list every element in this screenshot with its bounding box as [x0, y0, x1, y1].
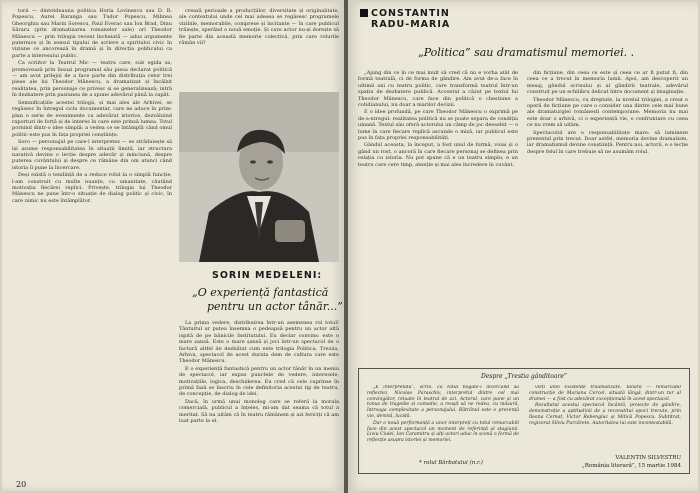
paragraph: din ficțiune, din ceea ce este și ceea ce ar fi putut fi, din ceea ce a trecut în memoria lumii. Apoi, am descoperit un mesaj, gândul scrisului și al gândirii teatrale, adevărul construit pe un echilibru delicat între document și imaginație.	[527, 70, 688, 96]
interview-author: SORIN MEDELENI:	[212, 270, 323, 281]
paragraph: E o idee profundă, pe care Theodor Mănescu o exprimă pe de-a-ntregul: realitatea politică nu se poate separa de condiția umană. Textul său oferă actorului un câmp de joc deosebit — o lume în care fiecare replică ascunde o miză, iar publicul este pus în fața propriei responsabilități.	[358, 109, 518, 142]
author-block	[360, 8, 450, 30]
left-page	[2, 2, 344, 491]
right-column-1	[358, 70, 518, 360]
paragraph: Deși există o tendință de a reduce rolul la o simplă funcție, l-am construit cu multe nuanțe, cu umanitate, căutând motivația fiecărei replici. Privește, trilogia lui Theodor Mănescu ne pune într-o situație de dialog politic și civic, în care nimic nu este întâmplător.	[12, 172, 172, 204]
portrait-illustration	[179, 92, 339, 262]
paragraph: vieți unei existențe traumatizate, tânără — remarcabil construcție de Mariana Cercel, situată lângă, dintr-un tur al dramei — a fost cu adevărat excepțională în acest spectacol.	[529, 385, 681, 402]
reviewer-name: VALENTIN SILVESTRU	[615, 455, 681, 461]
paragraph: La prima vedere, distribuirea într-un asemenea rol totul! Tântuitul ar putea însemna o pedeapsă pentru un actor altă ispită de pe bănicile Institutului. Eu declar convins: este o mare șansă. Este o mare șansă și joci într-un spectacol de o factură altfel de dezbătut cum este trilogia Politica, Treziia, Arhiva, spectacol de acest durata dem de cultura care este Theodor Mănescu.	[179, 320, 339, 365]
reviewer-source: „România literară”, 15 martie 1984	[581, 463, 681, 469]
article-title: „Politica” sau dramatismul memoriei. .	[418, 46, 635, 59]
paragraph: „E interpretată”, scrie, cu totul bogate-i încercând să reflectez, Nicolae Paraschiv, interpretul dintre cel mai convingător, reluate în teatrul de azi. Actorul, care pune și un tonus de tragedie și comedie, a reușit să ne redea, cu măsură, întreaga complexitate a personajului. Bătrânul este o prezență vie, demnă, lucidă.	[367, 385, 519, 419]
left-column-2-bottom	[179, 320, 339, 480]
paragraph: E o experiență fantastică pentru un actor tânăr în un meniu de spectacol, iar expus punctele de vedere, interesele, motivațiile, logica, deschiderea. Eu cred că cele cuprinse în primă fază se înscriu în cele definitoria acestui tip de teatru, de concepție, de dialog de idei.	[179, 365, 339, 398]
page-number: 20	[16, 480, 27, 489]
review-box-title: Despre „Trestia gânditoare”	[481, 373, 567, 380]
paragraph: Dar o nouă performanță a unor interpreți cu totul remarcabili face din acest spectacol un moment de referință al stagiunii. Liviu Ciulei, Ion Caramitru și alți actori aduc în scenă o formă de reflecție asupra istoriei și memoriei.	[367, 420, 519, 444]
paragraph: Gândul aceasta, la început, a fost unul de formă, voiai și o gând un rost, o ancoră în care fiecare personaj se definea prin relația cu istoria. Nu pot spune că e un teatru simplu; e un teatru care cere timp, atenție și mai ales încredere în cuvânt.	[358, 142, 518, 168]
interview-title-line-2: pentru un actor tânăr...”	[207, 300, 343, 313]
paragraph: crează perioade a producțiilor, diversitate și originalitate, ale contextului unde cel mai adesea se regăsesc programele vizibile, memorabile, comprese și incitante — în care publicul trăiește, sperând o nouă emoție. Și care actor nu-și dorește să fie parte din această memorie colectivă, prin care rolurile rămân vii?	[179, 8, 339, 47]
box-footnote: * rolul Bărbatului (n.r.)	[419, 460, 483, 466]
paragraph: Theodor Mănescu, cu dreptate, la nivelul trilogiei, a creat o operă de ficțiune pe care o consider una dintre cele mai bune ale dramaturgiei românești contemporane. Memoria nu mai este doar o arhivă, ci o experiență vie, o confruntare cu ceea ce nu vrem să uităm.	[527, 96, 688, 129]
author-name-line-1: CONSTANTIN	[371, 8, 450, 19]
right-column-2	[527, 70, 688, 360]
paragraph: Ca scriitor la Teatrul Mic — teatru care, sub egida sa, promovează prin însuși programul său piesa declarat politică — am avut prilejul de a face parte din distribuția celor trei piese ale lui Theodor Mănescu, a dramatizat și încălzit realitatea, prin personaje ce privesc și se generalizează; intră în dezbatere prin pasiunea de a spune adevărul până la capăt.	[12, 60, 172, 99]
review-box-column-1	[367, 385, 519, 455]
portrait-photo	[179, 92, 339, 262]
review-sidebar-box	[358, 368, 690, 474]
paragraph: Semnificațiile acestei trilogii, și mai ales ale Arhivei, se regăsesc în întregul ciclu documentar, care ne aduce în prim-plan o serie de evenimente cu adevărat istorice, dezvăluind raporturi de forță și de interes în care este prinsă lumea. Totul pornind dintr-o idee simplă: a vedea ce se întâmplă când omul politic este pus în fața propriei conștiințe.	[12, 99, 172, 138]
paragraph: „Ajung din ce în ce mai mult să cred că nu e vorba atât de formă teatrală, ci de forma de gândire. Am avut de-a face în ultimii ani cu teatru politic, care transformă teatrul într-un spațiu de dezbatere publică. Accentul a căzut pe textul lui Theodor Mănescu, care face din politică o chestiune a cotidianului, nu doar a marilor decizii.	[358, 70, 518, 109]
paragraph: Dacă, în urmă unui monolog care se referă la morala comercială, publicul a înțeles, mi-am dat seama că totul a meritat. Să nu uităm că în teatru rămânem și azi fericiți că am luat parte la el.	[179, 398, 339, 425]
section-marker-square	[360, 9, 368, 17]
paragraph: torii — dintotdeauna politica Horia Lovinescu sau D. R. Popescu, Aurel Baranga sau Tudor Popescu, Mihnea Gheorghiu sau Marin Sorescu, Paul Everac sau Ion Brad, Dinu Săraru (prin dramatizarea romanelor sale) ori Theodor Mănescu — prin trilogia recent încheiată — adus argumente puternice și în sensul tipului de scriere a spiritului civic în viziune ce ancorează în dramă și în direcția politicului ca parte a interesului public.	[12, 8, 172, 59]
paragraph: Rezultatul acestui spectacol încântă, proiecte de gândire, demonstrație a aptitudinii de a reconstitui epoci trecute, prin Ileana Cernat, Victor Rebengiuc și Mitică Popescu. Subtitrat, regizorul Silviu Purcărete. Autoritatea lui este incontestabilă.	[529, 403, 681, 426]
review-box-column-2	[529, 385, 681, 455]
interview-title-line-1: „O experiență fantastică	[192, 286, 329, 299]
paragraph: Soro — personajul pe care-l interpretez — se străduiește să își asume responsabilitatea în situații limită, iar structura narativă devine o lecție despre adevăr și minciună, despre puterea cuvântului și despre ce rămâne din om atunci când istoria îl pune la încercare.	[12, 139, 172, 171]
author-name-line-2: RADU-MARIA	[371, 19, 451, 30]
paragraph: Spectacolul are o responsabilitate mare: să lumineze prezentul prin trecut. Doar astfel, memoria devine dramatism, iar dramatismul devine conștiință. Pentru noi, actorii, e o lecție despre felul în care trebuie să ne asumăm rolul.	[527, 129, 688, 155]
left-column-1	[12, 8, 172, 478]
left-column-2-top	[179, 8, 339, 88]
